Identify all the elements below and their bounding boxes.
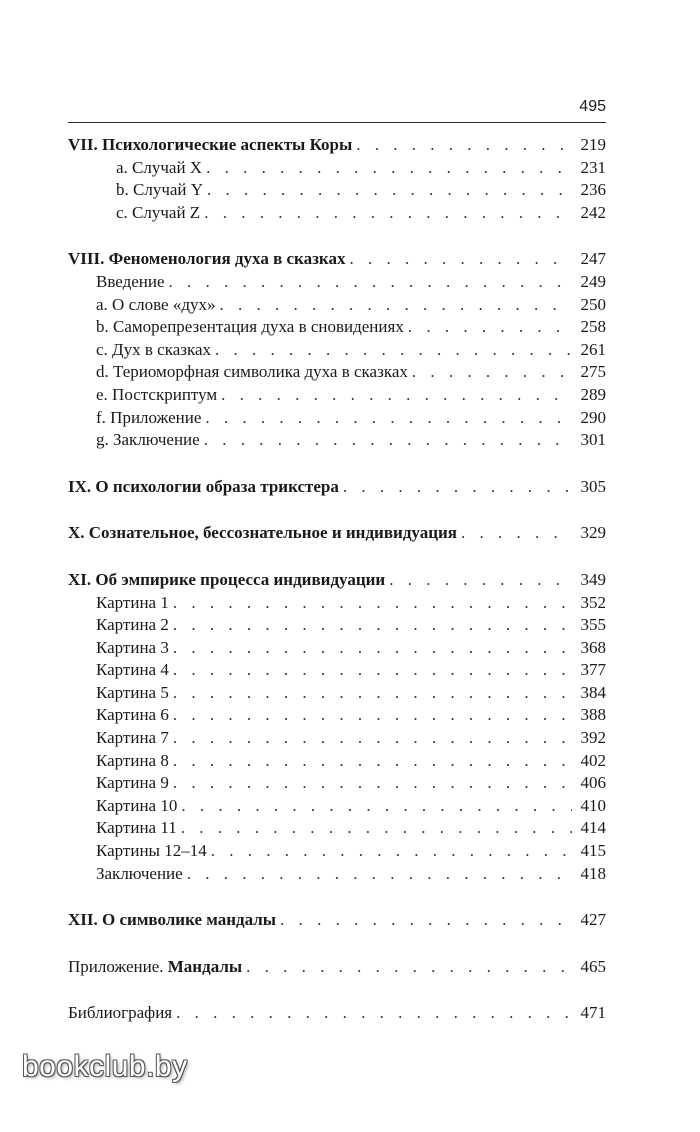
toc-entry-page: 231 [580,157,606,177]
toc-entry-title-text: Картина 2 [96,615,169,635]
toc-entry-title-text: Картина 6 [96,705,169,725]
toc-entry-page: 414 [580,818,606,838]
toc-entry-title-text: Картина 10 [96,795,178,815]
toc-entry-page: 388 [580,705,606,725]
toc-entry-title-text: XII. О символике мандалы [68,910,277,930]
toc-entry-title-text: Введение [96,271,165,291]
toc-entry-title-text: Картина 4 [96,660,169,680]
toc-entry-page: 471 [580,1003,606,1023]
dot-leader [173,614,572,637]
dot-leader [408,316,572,339]
toc-chapter-entry[interactable] [68,134,606,157]
toc-entry-title [96,384,217,407]
dot-leader [246,956,572,979]
toc-entry-title [96,682,169,705]
toc-entry-page: 368 [580,637,606,657]
dot-leader [173,750,572,773]
toc-entry-title-text: VII. Психологические аспекты Коры [68,135,353,154]
toc-entry-page: 402 [580,750,606,770]
toc-entry[interactable] [68,316,606,339]
toc-entry-title-text: Заключение [96,863,183,883]
toc-entry[interactable] [68,179,606,202]
dot-leader [461,522,572,545]
toc-entry[interactable] [68,339,606,362]
toc-entry-page: 349 [580,569,606,589]
toc-entry-page: 247 [580,249,606,269]
dot-leader [412,361,572,384]
toc-entry[interactable] [68,772,606,795]
toc-entry-title [68,522,457,545]
toc-entry-title [96,772,169,795]
toc-entry-title-text: e. Постскриптум [96,384,218,404]
toc-entry-title [68,134,352,157]
toc-entry[interactable] [68,637,606,660]
toc-section [68,909,606,932]
toc-chapter-entry[interactable] [68,476,606,499]
dot-leader [173,772,572,795]
dot-leader [204,202,572,225]
toc-entry-title-text: XI. Об эмпирике процесса индивидуации [68,569,386,589]
dot-leader [173,682,572,705]
toc-entry-title [68,248,345,271]
toc-section [68,956,606,979]
dot-leader [215,339,572,362]
toc-entry-title-text: Картины 12–14 [96,841,207,861]
toc-entry-title-text: Картина 8 [96,750,169,770]
toc-entry-title-text: d. Териоморфная символика духа в сказках [96,362,408,382]
toc-entry-title-text: Картина 3 [96,637,169,657]
toc-entry-title [96,817,177,840]
dot-leader [356,134,572,157]
dot-leader [204,429,572,452]
dot-leader [173,659,572,682]
toc-entry[interactable] [68,361,606,384]
toc-entry[interactable] [68,817,606,840]
toc-entry[interactable] [68,384,606,407]
dot-leader [206,157,572,180]
toc-entry-title [96,407,201,430]
dot-leader [280,909,572,932]
toc-entry[interactable] [68,271,606,294]
toc-entry[interactable] [68,157,606,180]
toc-entry[interactable] [68,863,606,886]
toc-entry-page: 249 [580,271,606,291]
toc-entry-title [116,179,203,202]
toc-chapter-entry[interactable] [68,569,606,592]
toc-entry-page: 427 [580,910,606,930]
toc-entry-page: 301 [580,430,606,450]
toc-entry-page: 406 [580,773,606,793]
toc-entry-title-text: g. Заключение [96,430,200,450]
toc-entry-page: 275 [580,362,606,382]
toc-entry-title-text: f. Приложение [96,407,202,427]
toc-entry-title [96,361,408,384]
toc-entry-title [68,569,385,592]
toc-entry-title [96,863,183,886]
toc-entry-title-text: Картина 9 [96,773,169,793]
toc-entry-page: 415 [580,841,606,861]
toc-entry-title-text: IX. О психологии образа трикстера [68,476,339,496]
dot-leader [173,637,572,660]
dot-leader [207,179,572,202]
page-number: 495 [579,98,606,115]
toc-entry[interactable] [68,294,606,317]
toc-entry-title-text: c. Дух в сказках [96,339,212,359]
toc-entry-title-text: Картина 11 [96,818,177,838]
toc-entry[interactable] [68,840,606,863]
toc-entry-title-text: VIII. Феноменология духа в сказках [68,249,346,269]
toc-entry-title-text: Картина 5 [96,682,169,702]
toc-entry[interactable] [68,407,606,430]
dot-leader [389,569,572,592]
toc-entry[interactable] [68,750,606,773]
dot-leader [349,248,572,271]
toc-section [68,522,606,545]
toc-entry-title [96,704,169,727]
toc-entry-title [96,727,169,750]
dot-leader [173,704,572,727]
watermark: bookclub.by [22,1050,188,1083]
toc-entry-page: 465 [580,956,606,976]
toc-entry-page: 289 [580,384,606,404]
toc-entry-page: 236 [580,180,606,200]
toc-entry-title-text: Приложение. [68,956,164,976]
toc-entry-page: 377 [580,660,606,680]
dot-leader [181,817,572,840]
toc-entry-title-text: a. Случай X [116,157,203,177]
toc-entry-title [96,795,177,818]
toc-entry-page: 261 [580,339,606,359]
toc-entry[interactable] [68,592,606,615]
toc-entry-title [96,637,169,660]
toc-entry-title [68,956,242,979]
toc-entry-title [116,157,202,180]
toc-entry[interactable] [68,1002,606,1025]
toc-entry-title [96,750,169,773]
toc-section [68,248,606,451]
toc-entry-page: 329 [580,523,606,543]
toc-entry-page: 384 [580,682,606,702]
dot-leader [343,476,572,499]
toc-entry-title [68,476,339,499]
header-rule [68,122,606,123]
toc-entry-title [96,429,200,452]
toc-entry-title [96,592,169,615]
toc-entry[interactable] [68,727,606,750]
table-of-contents [68,134,606,1025]
dot-leader [181,795,572,818]
toc-chapter-entry[interactable] [68,248,606,271]
toc-section [68,134,606,224]
toc-entry-title [96,294,215,317]
toc-entry-title [96,316,404,339]
toc-entry-title [96,659,169,682]
toc-entry[interactable] [68,429,606,452]
toc-entry-page: 305 [580,476,606,496]
toc-entry[interactable] [68,614,606,637]
toc-entry-title-text: b. Случай Y [116,180,204,200]
toc-entry[interactable] [68,704,606,727]
dot-leader [176,1002,572,1025]
toc-entry-page: 258 [580,317,606,337]
toc-section [68,476,606,499]
toc-entry-title [96,271,165,294]
toc-entry-page: 352 [580,592,606,612]
toc-entry-page: 250 [580,294,606,314]
dot-leader [205,407,572,430]
toc-entry-page: 392 [580,728,606,748]
toc-entry-page: 418 [580,863,606,883]
dot-leader [187,863,572,886]
toc-entry-title [68,1002,172,1025]
toc-entry-title-text: b. Саморепрезентация духа в сновидениях [96,317,404,337]
toc-entry-title-text: Картина 1 [96,592,169,612]
toc-entry-page: 219 [580,135,606,154]
toc-section [68,1002,606,1025]
toc-entry-title-bold: Мандалы [167,956,243,976]
toc-entry-title [68,909,276,932]
dot-leader [219,294,572,317]
toc-entry-page: 242 [580,202,606,222]
toc-entry-title [96,614,169,637]
dot-leader [221,384,572,407]
toc-entry-title-text: c. Случай Z [116,202,201,222]
toc-section [68,569,606,885]
toc-entry[interactable] [68,956,606,979]
toc-entry-title-text: Картина 7 [96,728,169,748]
toc-chapter-entry[interactable] [68,522,606,545]
toc-entry[interactable] [68,795,606,818]
toc-chapter-entry[interactable] [68,909,606,932]
toc-entry-page: 355 [580,615,606,635]
dot-leader [173,727,572,750]
toc-entry-title-text: Библиография [68,1003,173,1023]
dot-leader [173,592,572,615]
toc-entry-title [96,339,211,362]
toc-entry-title [96,840,207,863]
toc-entry-title-text: X. Сознательное, бессознательное и индивидуация [68,523,457,543]
toc-entry-title [116,202,200,225]
toc-entry-title-text: a. О слове «дух» [96,294,216,314]
toc-entry[interactable] [68,682,606,705]
toc-entry-page: 410 [580,795,606,815]
dot-leader [169,271,572,294]
dot-leader [211,840,572,863]
toc-entry-page: 290 [580,407,606,427]
toc-entry[interactable] [68,202,606,225]
toc-entry[interactable] [68,659,606,682]
